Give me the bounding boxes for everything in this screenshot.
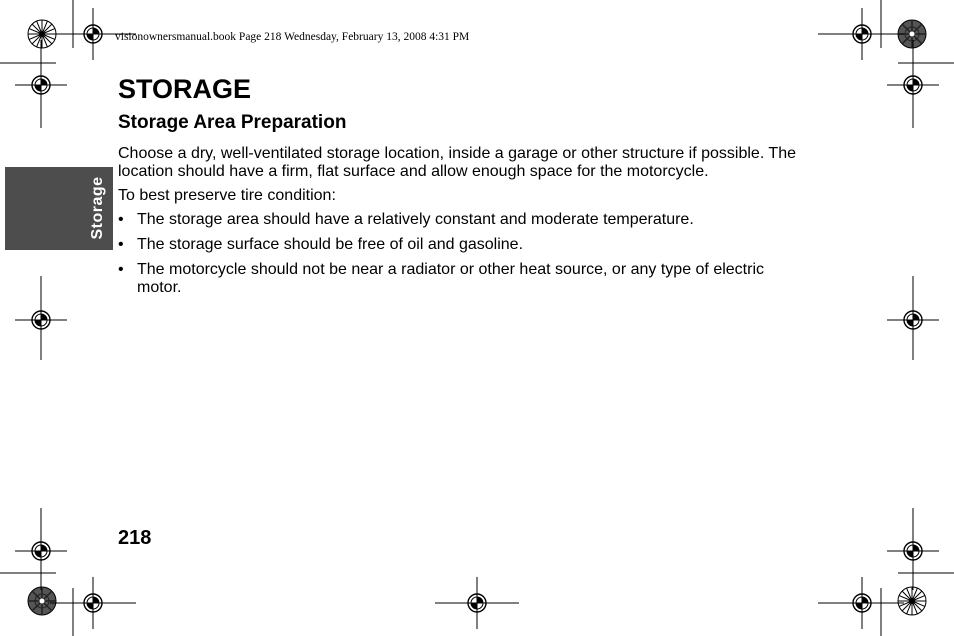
registration-star-icon — [898, 587, 926, 615]
list-item-text: The storage surface should be free of oil and gasoline. — [137, 236, 524, 253]
list-item-text: The storage area should have a relatively constant and moderate temperature. — [137, 211, 694, 228]
intro-paragraph: Choose a dry, well-ventilated storage location, inside a garage or other structure if possible. The location should have a firm, flat surface and allow enough space for the motorcycle. — [118, 145, 796, 180]
page-info-header: visionownersmanual.book Page 218 Wednesday, February 13, 2008 4:31 PM — [115, 31, 470, 43]
page-title: STORAGE — [118, 74, 252, 104]
side-tab-label: Storage — [89, 176, 106, 240]
bullet-icon: • — [118, 211, 124, 228]
list-item-text: The motorcycle should not be near a radiator or other heat source, or any type of electric motor. — [137, 261, 764, 296]
section-heading: Storage Area Preparation — [118, 112, 347, 133]
lead-paragraph: To best preserve tire condition: — [118, 187, 336, 204]
bullet-icon: • — [118, 261, 124, 278]
bullet-icon: • — [118, 236, 124, 253]
page-number: 218 — [118, 527, 152, 549]
registration-star-icon — [28, 587, 56, 615]
